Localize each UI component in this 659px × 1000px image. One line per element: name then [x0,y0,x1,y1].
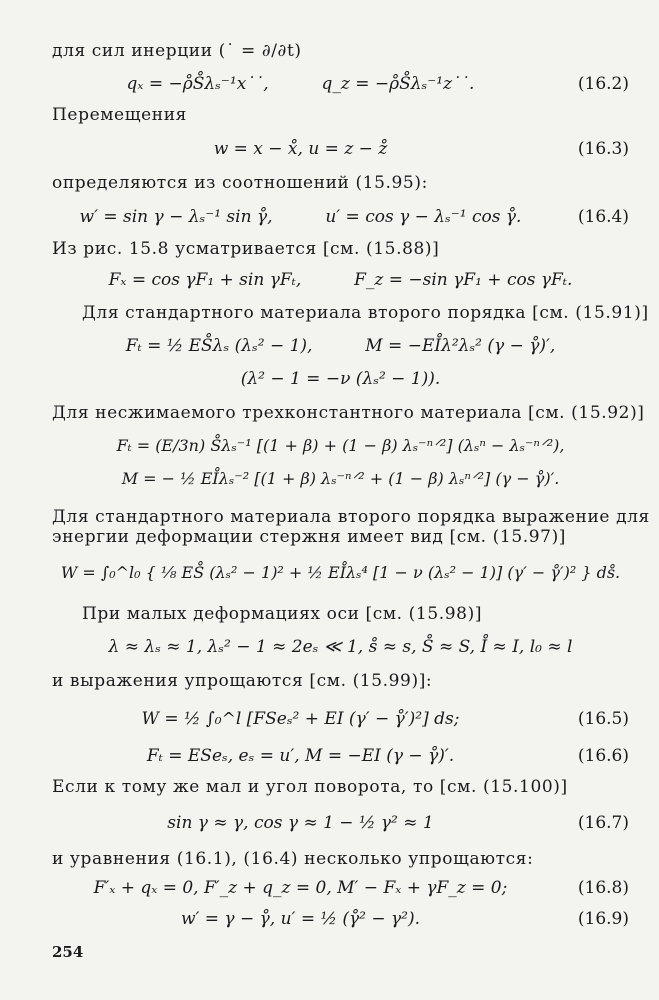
equation-number: (16.3) [577,139,629,159]
equation-body: Fₜ = (E/3n) S̊λₛ⁻¹ [(1 + β) + (1 − β) λₛ⁻ⁿᐟ²] (λₛⁿ − λₛ⁻ⁿᐟ²), [116,436,565,455]
equation-part: M = −EI̊λ²λₛ² (γ − γ̊)′, [365,336,556,356]
equation-incompressible-ft [52,435,629,457]
equation-part: u′ = cos γ − λₛ⁻¹ cos γ̊. [325,207,522,227]
equation-strain-energy [52,562,629,584]
equation-16-7 [52,812,629,834]
equation-16-3 [52,138,629,160]
text-line: и выражения упрощаются [см. (15.99)]: [52,671,433,691]
equation-16-4 [52,206,629,228]
text-line: Перемещения [52,105,187,125]
equation-body: sin γ ≈ γ, cos γ ≈ 1 − ½ γ² ≈ 1 [167,813,434,833]
equation-16-8 [52,877,629,899]
equation-body: (λ² − 1 = −ν (λₛ² − 1)). [240,369,441,389]
equation-part: q_z = −ρ̊S̊λₛ⁻¹z˙˙. [321,74,475,94]
page-number: 254 [52,943,84,961]
equation-body: w′ = γ − γ̊, u′ = ½ (γ̊² − γ²). [180,909,421,929]
text-line: определяются из соотношений (15.95): [52,173,428,193]
equation-body: Fₜ = ESeₛ, eₛ = u′, M = −EI (γ − γ̊)′. [146,746,455,766]
equation-body: W = ∫₀^l₀ { ⅛ ES̊ (λₛ² − 1)² + ½ EI̊λₛ⁴ [1 − ν (λₛ² − 1)] (γ′ − γ̊′)² } ds̊. [60,563,621,582]
equation-body: W = ½ ∫₀^l [FSeₛ² + EI (γ′ − γ̊′)²] ds; [141,709,460,729]
equation-number: (16.4) [577,207,629,227]
equation-number: (16.9) [577,909,629,929]
equation-body: w = x − x̊, u = z − z̊ [213,139,388,159]
equation-part: F_z = −sin γF₁ + cos γFₜ. [354,270,573,290]
equation-16-9 [52,908,629,930]
equation-part: Fₜ = ½ ES̊λₛ (λₛ² − 1), [125,336,313,356]
text-line: Если к тому же мал и угол поворота, то [см. (15.100)] [52,777,568,797]
equation-number: (16.2) [577,74,629,94]
equation-body: F′ₓ + qₓ = 0, F′_z + q_z = 0, M′ − Fₓ + γF_z = 0; [93,878,508,898]
equation-16-2 [52,73,629,95]
text-line: энергии деформации стержня имеет вид [см. (15.97)] [52,527,567,547]
equation-number: (16.5) [577,709,629,729]
text-line: Для стандартного материала второго порядка выражение для [52,507,650,527]
equation-incompressible-m [52,468,629,490]
equation-body: λ ≈ λₛ ≈ 1, λₛ² − 1 ≈ 2eₛ ≪ 1, s̊ ≈ s, S̊ ≈ S, I̊ ≈ I, l₀ ≈ l [108,637,573,657]
equation-part: qₓ = −ρ̊S̊λₛ⁻¹x˙˙, [126,74,269,94]
text-line: Из рис. 15.8 усматривается [см. (15.88)] [52,239,440,259]
equation-number: (16.8) [577,878,629,898]
equation-part: w′ = sin γ − λₛ⁻¹ sin γ̊, [79,207,273,227]
equation-lambda-relation [52,368,629,390]
equation-number: (16.7) [577,813,629,833]
text-line: и уравнения (16.1), (16.4) несколько упрощаются: [52,849,534,869]
equation-16-6 [52,745,629,767]
equation-16-5 [52,708,629,730]
equation-small-deformations [52,636,629,658]
text-line: Для стандартного материала второго порядка [см. (15.91)] [82,303,649,323]
text-line: Для несжимаемого трехконстантного материала [см. (15.92)] [52,403,645,423]
equation-standard-material [52,335,629,357]
equation-number: (16.6) [577,746,629,766]
equation-body: M = − ½ EI̊λₛ⁻² [(1 + β) λₛ⁻ⁿᐟ² + (1 − β) λₛⁿᐟ²] (γ − γ̊)′. [121,469,560,488]
equation-part: Fₓ = cos γF₁ + sin γFₜ, [108,270,302,290]
equation-force-components [52,269,629,291]
text-line: При малых деформациях оси [см. (15.98)] [82,604,483,624]
text-line: для сил инерции (˙ = ∂/∂t) [52,41,302,61]
